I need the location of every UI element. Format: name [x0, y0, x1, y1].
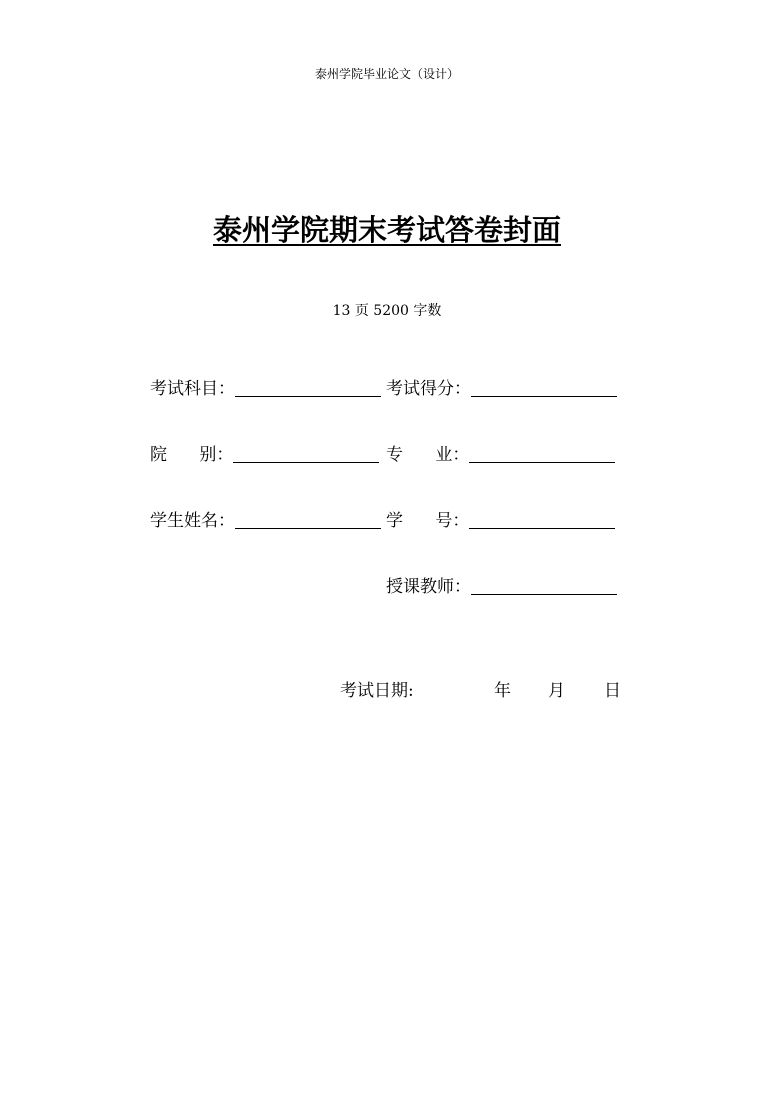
major-field	[386, 440, 615, 466]
department-label: 院 别：	[150, 445, 234, 465]
page-word-count: 13 页 5200 字数	[332, 303, 442, 319]
teacher-blank-line[interactable]	[471, 594, 617, 595]
exam-date-year: 年	[494, 681, 511, 701]
subject-blank-line[interactable]	[235, 396, 381, 397]
major-blank-line[interactable]	[469, 462, 615, 463]
exam-date-month: 月	[548, 681, 565, 701]
student-id-field	[386, 506, 615, 532]
department-field	[150, 440, 379, 466]
major-label: 专 业：	[386, 445, 470, 465]
teacher-label: 授课教师：	[386, 577, 471, 597]
subject-field	[150, 374, 381, 400]
teacher-field	[386, 572, 617, 598]
exam-date-label: 考试日期:	[340, 681, 414, 701]
student-name-field	[150, 506, 381, 532]
score-blank-line[interactable]	[471, 396, 617, 397]
running-header: 泰州学院毕业论文（设计）	[314, 67, 459, 81]
student-name-label: 学生姓名：	[150, 511, 235, 531]
score-label: 考试得分：	[386, 379, 471, 399]
cover-title: 泰州学院期末考试答卷封面	[212, 213, 561, 247]
student-id-blank-line[interactable]	[469, 528, 615, 529]
student-id-label: 学 号：	[386, 511, 470, 531]
student-name-blank-line[interactable]	[235, 528, 381, 529]
score-field	[386, 374, 617, 400]
department-blank-line[interactable]	[233, 462, 379, 463]
exam-date-day: 日	[604, 681, 621, 701]
subject-label: 考试科目：	[150, 379, 235, 399]
exam-date-row	[340, 680, 630, 704]
